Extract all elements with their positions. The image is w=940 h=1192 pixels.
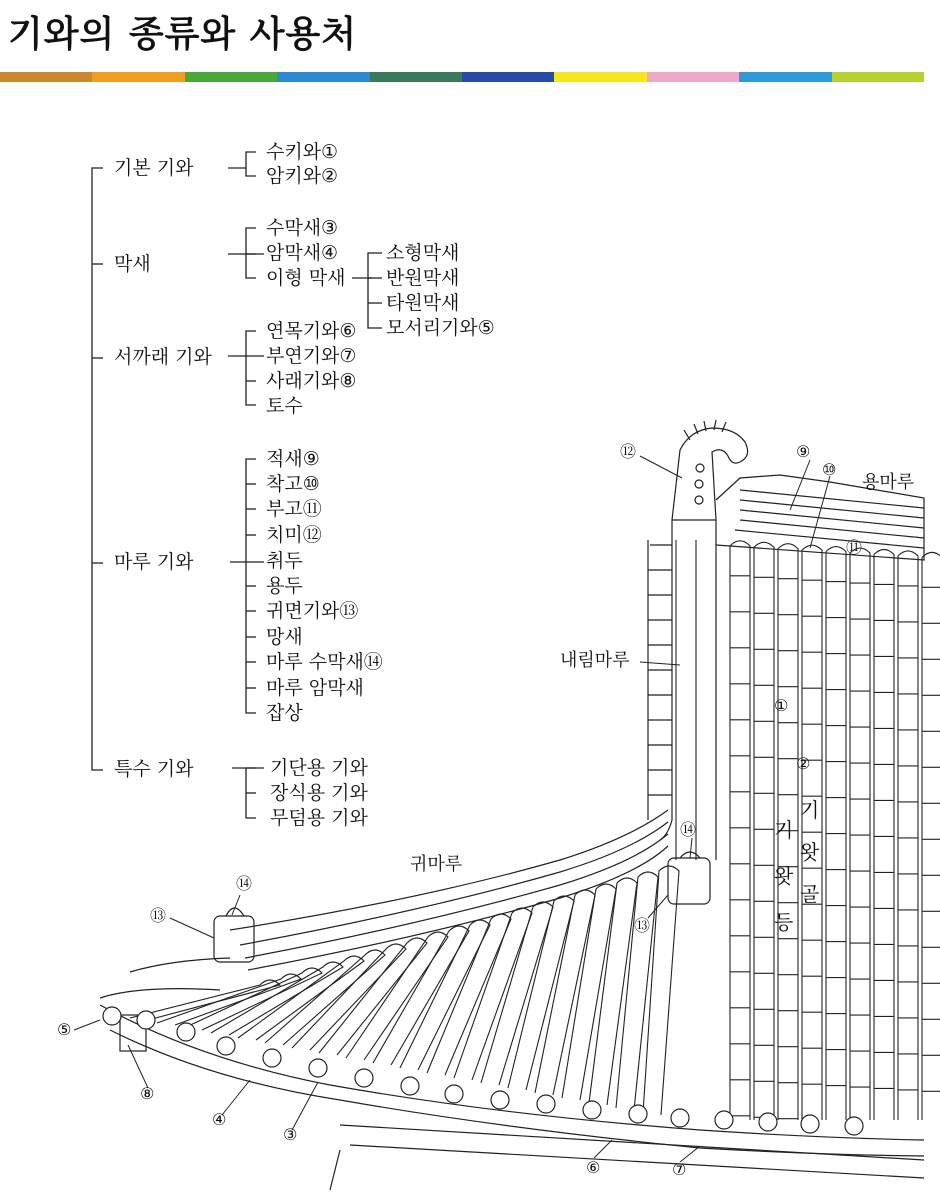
group-basic-tile: 기본 기와 [114,157,194,179]
eave-end-tile [445,1085,463,1103]
eave-end-tile [583,1101,601,1119]
tile-column [730,541,750,1120]
chimi-ornament [672,428,748,520]
marker-5: ⑤ [57,1020,72,1039]
tree-item: 귀면기와⑬ [266,600,359,622]
descending-ridge [660,520,716,860]
tree-subitem: 모서리기와⑤ [386,317,495,339]
eave-end-tile [177,1023,195,1041]
label-yongmaru: 용마루 [862,472,915,493]
group-ridge-tile: 마루 기와 [114,551,194,573]
marker-6: ⑥ [586,1158,601,1177]
label-giwatgol-3: 골 [800,882,820,906]
tree-item: 연목기와⑥ [266,320,357,342]
tree-item: 잡상 [266,702,303,724]
tree-item: 취두 [266,550,303,572]
marker-10: ⑩ [822,460,837,479]
marker-11: ⑪ [846,538,863,557]
eave-end-tile [759,1113,777,1131]
tree-item: 착고⑩ [266,473,320,495]
marker-2: ② [796,754,811,773]
eave-end-tile [715,1111,733,1129]
marker-12: ⑫ [620,442,637,461]
tile-column [754,542,774,1120]
label-giwatgol-1: 기 [800,798,820,822]
tile-column [400,920,490,1070]
marker-4: ④ [212,1110,227,1129]
tree-item: 부고⑪ [266,498,322,520]
eave-end-tile [801,1115,819,1133]
tree-item: 이형 막새 [266,267,346,289]
group-rafter-tile: 서까래 기와 [114,346,212,368]
eave-end-tile [217,1037,235,1055]
label-giwatdeung-1: 기 [774,818,794,842]
tree-item: 토수 [266,395,303,417]
tree-item: 마루 수막새⑭ [266,651,383,673]
tree-item: 사래기와⑧ [266,370,357,392]
tree-item: 암키와② [266,165,339,187]
tile-column [922,552,940,1120]
tree-item: 적새⑨ [266,448,320,470]
eave-end-tile [537,1095,555,1113]
marker-13-descending: ⑬ [634,916,651,935]
tile-column [850,548,870,1120]
eave-end-tile [309,1059,327,1077]
tile-column [589,878,637,1105]
label-giwatdeung-2: 왓 [774,864,794,888]
tree-subitem: 반원막새 [386,267,460,289]
tree-item: 마루 암막새 [266,677,364,699]
eave-end-tile [401,1077,419,1095]
eave-end-tile [845,1117,863,1135]
tile-column [292,944,406,1050]
marker-3: ③ [283,1125,298,1144]
tree-item: 치미⑫ [266,524,322,546]
tree-item: 기단용 기와 [270,757,368,779]
tree-item: 장식용 기와 [270,782,368,804]
tree-item: 수막새③ [266,217,339,239]
tree-item: 부연기와⑦ [266,345,357,367]
marker-14-descending: ⑭ [680,820,697,839]
tile-column [427,914,511,1075]
tree-item: 망새 [266,626,303,648]
tree-item: 무덤용 기와 [270,807,368,829]
tree-subitem: 타원막새 [386,292,460,314]
group-end-tile: 막새 [114,253,151,275]
tree-item: 수키와① [266,141,339,163]
label-giwatdeung-3: 등 [774,910,794,934]
marker-13-hip: ⑬ [150,906,167,925]
tile-column [874,549,894,1120]
label-giwatgol-2: 왓 [800,840,820,864]
marker-14-hip: ⑭ [236,874,253,893]
tree-subitem: 소형막새 [386,242,460,264]
marker-1: ① [774,696,789,715]
eave-end-tile [137,1011,155,1029]
label-naerimmaru: 내림마루 [560,650,630,671]
eave-end-tile [263,1049,281,1067]
gwimyeon-tile-descending [668,858,710,904]
tree-item: 용두 [266,575,303,597]
group-special-tile: 특수 기와 [114,758,194,780]
tile-column [265,950,385,1045]
tile-column [898,551,918,1120]
eave-end-tile [355,1069,373,1087]
eave-end-tile [671,1109,689,1127]
label-gwimaru: 귀마루 [410,854,463,875]
page-title: 기와의 종류와 사용처 [8,14,358,55]
marker-9: ⑨ [796,442,811,461]
marker-7: ⑦ [672,1160,687,1179]
eave-end-tile [491,1091,509,1109]
gwimyeon-tile-hip [214,916,254,962]
eave-end-tile [629,1105,647,1123]
eave-end-tile [103,1007,121,1025]
marker-8: ⑧ [140,1084,155,1103]
tree-item: 암막새④ [266,242,339,264]
